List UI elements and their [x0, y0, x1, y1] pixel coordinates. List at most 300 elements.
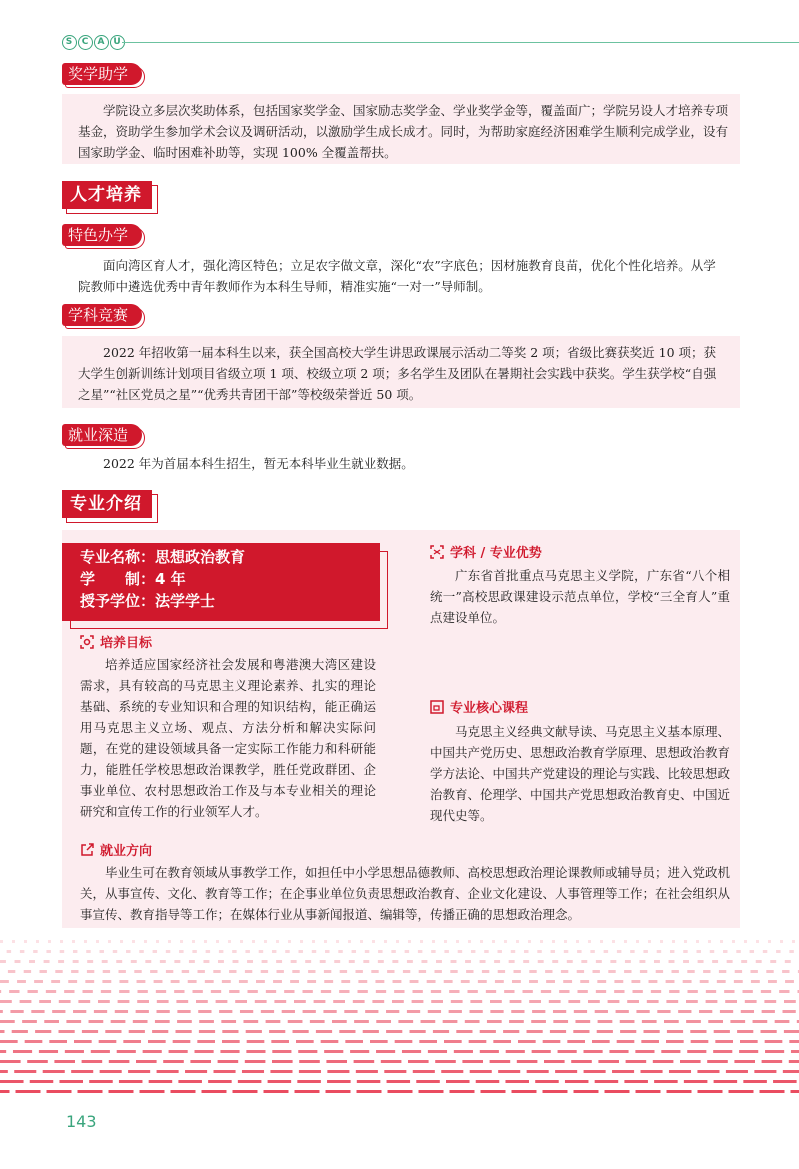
stripe-dash	[792, 940, 795, 943]
stripe-dash	[450, 970, 457, 973]
stripe-dash	[427, 980, 436, 983]
stripe-dash	[713, 1050, 732, 1053]
stripe-dash	[527, 1030, 543, 1033]
stripe-dash	[276, 940, 279, 943]
stripe-dash	[376, 1020, 391, 1023]
stripe-dash	[334, 960, 340, 963]
stripe-dash	[196, 1000, 208, 1003]
stripe-dash	[372, 1000, 384, 1003]
stripe-dash	[540, 940, 543, 943]
stripe-dash	[412, 1000, 424, 1003]
stripe-dash	[558, 1050, 577, 1053]
stripe-dash	[608, 1000, 620, 1003]
stripe-dash	[413, 990, 423, 993]
stripe-dash	[119, 980, 128, 983]
advantage-text: 广东省首批重点马克思主义学院，广东省“八个相统一”高校思政课建设示范点单位，学校“三全育人”重点建设单位。	[430, 568, 730, 625]
stripe-dash	[698, 960, 704, 963]
stripe-dash	[264, 940, 267, 943]
stripe-dash	[15, 960, 21, 963]
stripe-dash	[624, 940, 627, 943]
stripe-dash	[529, 980, 538, 983]
duration-value: 4 年	[155, 570, 186, 588]
stripe-dash	[714, 1080, 738, 1083]
stripe-dash	[595, 1080, 619, 1083]
stripe-dash	[282, 1010, 295, 1013]
stripe-dash	[480, 1030, 496, 1033]
stripe-dash	[55, 970, 62, 973]
stripe-dash	[324, 970, 331, 973]
major-section-title: 专业介绍	[62, 490, 152, 518]
stripe-dash	[660, 940, 663, 943]
stripe-dash	[10, 1010, 23, 1013]
stripe-dash	[597, 1030, 613, 1033]
stripe-dash	[552, 960, 558, 963]
logo-letter: S	[62, 35, 77, 50]
stripe-dash	[239, 980, 248, 983]
stripe-dash	[82, 1060, 103, 1063]
stripe-dash	[741, 960, 747, 963]
stripe-dash	[727, 960, 733, 963]
stripe-dash	[219, 950, 223, 953]
stripe-dash	[789, 1040, 799, 1043]
stripe-dash	[498, 1070, 520, 1073]
stripe-dash	[68, 980, 77, 983]
stripe-dash	[478, 980, 487, 983]
stripe-dash	[376, 990, 386, 993]
stripe-dash	[105, 1030, 121, 1033]
stripe-dash	[0, 1040, 18, 1043]
feature-text: 面向湾区育人才，强化湾区特色；立足农字做文章，深化“农”字底色；因材施教育良苗，优化个性化培养。从学院教师中遴选优秀中青年教师作为本科生导师，精准实施“一对一”导师制。	[78, 258, 716, 294]
stripe-dash	[735, 970, 742, 973]
stripe-dash	[770, 960, 776, 963]
stripe-dash	[443, 1020, 458, 1023]
stripe-dash	[784, 1030, 799, 1033]
stripe-dash	[664, 1020, 679, 1023]
stripe-dash	[686, 1000, 698, 1003]
stripe-dash	[715, 1040, 733, 1043]
stripe-dash	[419, 1090, 444, 1093]
stripe-dash	[750, 950, 754, 953]
stripe-dash	[157, 1070, 179, 1073]
stripe-dash	[109, 1060, 130, 1063]
stripe-dash	[765, 1050, 784, 1053]
stripe-dash	[353, 1000, 365, 1003]
stripe-dash	[561, 970, 568, 973]
stripe-dash	[102, 980, 111, 983]
stripe-dash	[756, 960, 762, 963]
stripe-dash	[744, 940, 747, 943]
stripe-dash	[636, 940, 639, 943]
stripe-dash	[633, 990, 643, 993]
stripe-dash	[285, 950, 289, 953]
stripe-dash	[688, 990, 698, 993]
stripe-dash	[532, 1050, 551, 1053]
stripe-dash	[740, 1040, 758, 1043]
stripe-dash	[352, 950, 356, 953]
stripe-dash	[588, 940, 591, 943]
stripe-dash	[303, 1010, 316, 1013]
stripe-dash	[532, 1010, 545, 1013]
stripe-dash	[449, 990, 459, 993]
stripe-dash	[12, 940, 15, 943]
stripe-dash	[8, 970, 15, 973]
stripe-dash	[150, 970, 157, 973]
stripe-dash	[204, 940, 207, 943]
stripe-dash	[580, 980, 589, 983]
stripe-dash	[29, 960, 35, 963]
major-name-label: 专业名称：	[80, 548, 156, 566]
stripe-dash	[614, 980, 623, 983]
stripe-dash	[544, 1060, 565, 1063]
stripe-dash	[484, 950, 488, 953]
advantage-heading-label: 学科 / 专业优势	[450, 546, 542, 561]
stripe-dash	[640, 970, 647, 973]
stripe-dash	[480, 940, 483, 943]
stripe-dash	[413, 1070, 435, 1073]
stripe-dash	[504, 990, 514, 993]
stripe-dash	[384, 940, 387, 943]
stripe-dash	[470, 1010, 483, 1013]
stripe-dash	[272, 950, 276, 953]
stripe-dash	[365, 950, 369, 953]
stripe-dash	[35, 1030, 51, 1033]
stripe-dash	[333, 1000, 345, 1003]
stripe-dash	[732, 940, 735, 943]
stripe-dash	[568, 1000, 580, 1003]
stripe-dash	[773, 1080, 797, 1083]
stripe-dash	[687, 970, 694, 973]
stripe-dash	[149, 1080, 173, 1083]
stripe-dash	[22, 1020, 37, 1023]
stripe-dash	[375, 980, 384, 983]
stripe-dash	[299, 950, 303, 953]
stripe-dash	[469, 1040, 487, 1043]
stripe-dash	[666, 1000, 678, 1003]
stripe-dash	[238, 1080, 262, 1083]
logo-letter: U	[110, 35, 125, 50]
stripe-dash	[680, 1060, 701, 1063]
stripe-dash	[661, 1050, 680, 1053]
stripe-dash	[117, 1050, 136, 1053]
stripe-dash	[465, 1020, 480, 1023]
stripe-dash	[271, 1040, 289, 1043]
stripe-dash	[356, 1070, 378, 1073]
stripe-dash	[89, 1020, 104, 1023]
stripe-dash	[74, 1040, 92, 1043]
stripe-dash	[523, 960, 529, 963]
book-icon	[430, 700, 444, 714]
stripe-dash	[518, 1040, 536, 1043]
stripe-dash	[153, 950, 157, 953]
stripe-dash	[65, 1050, 84, 1053]
stripe-dash	[356, 970, 363, 973]
stripe-dash	[504, 940, 507, 943]
stripe-dash	[761, 990, 771, 993]
stripe-dash	[726, 1070, 748, 1073]
stripe-dash	[233, 1090, 258, 1093]
stripe-dash	[435, 1060, 456, 1063]
stripe-dash	[129, 1030, 145, 1033]
stripe-dash	[745, 1000, 757, 1003]
stripe-dash	[100, 1070, 122, 1073]
stripe-dash	[7, 950, 11, 953]
stripe-dash	[229, 990, 239, 993]
stripe-dash	[324, 980, 333, 983]
stripe-dash	[553, 1020, 568, 1023]
stripe-dash	[498, 950, 502, 953]
career-text: 毕业生可在教育领域从事教学工作，如担任中小学思想品德教师、高校思想政治理论课教师或辅导员；进入党政机关，从事宣传、文化、教育等工作；在企事业单位负责思想政治教育、企业文化建设、人事管理等工作；在社会组织从事宣传、教育指导等工作；在媒体行业从事新闻报道、编辑等，传播正确的思想政治理念。	[80, 865, 731, 922]
stripe-dash	[616, 1010, 629, 1013]
stripe-dash	[577, 950, 581, 953]
stripe-dash	[138, 990, 148, 993]
stripe-dash	[683, 960, 689, 963]
stripe-dash	[378, 950, 382, 953]
stripe-dash	[433, 1030, 449, 1033]
stripe-dash	[527, 1070, 549, 1073]
stripe-dash	[391, 950, 395, 953]
stripe-dash	[789, 950, 793, 953]
stripe-dash	[421, 960, 427, 963]
stripe-dash	[620, 1030, 636, 1033]
stripe-dash	[176, 1030, 192, 1033]
stripe-dash	[324, 940, 327, 943]
stripe-dash	[476, 1080, 500, 1083]
stripe-dash	[641, 1040, 659, 1043]
stripe-dash	[52, 1010, 65, 1013]
stripe-dash	[451, 960, 457, 963]
stripe-dash	[345, 1040, 363, 1043]
stripe-dash	[216, 940, 219, 943]
stripe-dash	[0, 960, 6, 963]
target-icon	[80, 635, 94, 649]
stripe-dash	[218, 960, 224, 963]
stripe-dash	[608, 970, 615, 973]
stripe-dash	[642, 1020, 657, 1023]
stripe-dash	[783, 1070, 799, 1073]
stripe-dash	[273, 980, 282, 983]
stripe-dash	[299, 1070, 321, 1073]
stripe-dash	[641, 1070, 663, 1073]
courses-heading-label: 专业核心课程	[450, 701, 529, 716]
stripe-dash	[567, 960, 573, 963]
export-icon	[80, 843, 94, 857]
stripe-dash	[466, 970, 473, 973]
major-info-header	[62, 543, 380, 621]
stripe-dash	[295, 1090, 320, 1093]
stripe-dash	[575, 1020, 590, 1023]
stripe-dash	[290, 980, 299, 983]
stripe-dash	[246, 1050, 265, 1053]
stripe-dash	[211, 990, 221, 993]
stripe-dash	[620, 1020, 635, 1023]
stripe-dash	[717, 980, 726, 983]
logo-letter: C	[78, 35, 93, 50]
stripe-dash	[651, 990, 661, 993]
employment-tag: 就业深造	[62, 424, 142, 446]
stripe-dash	[468, 940, 471, 943]
stripe-dash	[635, 1050, 654, 1053]
stripe-dash	[480, 960, 486, 963]
stripe-dash	[578, 990, 588, 993]
stripe-dash	[321, 990, 331, 993]
stripe-dash	[697, 1070, 719, 1073]
stripe-dash	[470, 1000, 482, 1003]
stripe-dash	[407, 1010, 420, 1013]
competition-tag: 学科竞赛	[62, 304, 142, 326]
stripe-dash	[495, 980, 504, 983]
stripe-dash	[723, 950, 727, 953]
stripe-dash	[636, 1090, 661, 1093]
stripe-dash	[305, 960, 311, 963]
stripe-dash	[363, 1030, 379, 1033]
stripe-dash	[178, 1080, 202, 1083]
stripe-dash	[408, 1060, 429, 1063]
stripe-dash	[156, 990, 166, 993]
stripe-dash	[0, 1090, 10, 1093]
stripe-dash	[216, 1000, 228, 1003]
stripe-dash	[766, 970, 773, 973]
stripe-dash	[44, 960, 50, 963]
stripe-dash	[83, 990, 93, 993]
logo-letter: A	[94, 35, 109, 50]
stripe-dash	[394, 990, 404, 993]
stripe-dash	[248, 990, 258, 993]
stripe-dash	[612, 940, 615, 943]
stripe-dash	[12, 1030, 28, 1033]
stripe-dash	[387, 970, 394, 973]
stripe-dash	[136, 1010, 149, 1013]
stripe-dash	[697, 950, 701, 953]
stripe-dash	[714, 1030, 730, 1033]
stripe-dash	[736, 950, 740, 953]
stripe-dash	[654, 960, 660, 963]
stripe-dash	[398, 1020, 413, 1023]
stripe-dash	[156, 940, 159, 943]
stripe-dash	[0, 1050, 6, 1053]
scholarship-text: 学院设立多层次奖助体系，包括国家奖学金、国家励志奖学金、学业奖学金等，覆盖面广；学院另设人才培养专项基金，资助学生参加学术会议及调研活动，以激励学生成长成才。同时，为帮助家庭经济困难学生顺利完成学业，设有国家助学金、临时困难补助等，实现 100% 全覆盖帮扶。	[62, 94, 740, 164]
stripe-dash	[494, 960, 500, 963]
stripe-dash	[270, 1070, 292, 1073]
stripe-dash	[541, 990, 551, 993]
stripe-dash	[363, 960, 369, 963]
stripe-dash	[100, 950, 104, 953]
stripe-dash	[392, 1000, 404, 1003]
stripe-dash	[669, 1070, 691, 1073]
stripe-dash	[268, 1080, 292, 1083]
goal-text: 培养适应国家经济社会发展和粤港澳大湾区建设需求，具有较高的马克思主义理论素养、扎实的理论基础、系统的专业知识和合理的知识结构，能正确运用马克思主义立场、观点、方法分析和解决实际问题，在党的建设领域具备一定实际工作能力和科研能力，能胜任学校思想政治课教学，胜任党政群团、企事业单位、农村思想政治工作及与本专业相关的理论研究和宣传工作的行业领军人才。	[80, 657, 376, 819]
stripe-dash	[624, 970, 631, 973]
header-divider	[122, 42, 799, 43]
stripe-dash	[89, 1080, 113, 1083]
stripe-dash	[16, 1090, 41, 1093]
stripe-dash	[431, 950, 435, 953]
stripe-dash	[403, 970, 410, 973]
stripe-dash	[358, 980, 367, 983]
stripe-dash	[765, 1040, 783, 1043]
stripe-dash	[126, 950, 130, 953]
stripe-dash	[358, 990, 368, 993]
stripe-dash	[36, 940, 39, 943]
stripe-dash	[703, 970, 710, 973]
stripe-dash	[145, 960, 151, 963]
stripe-dash	[739, 1050, 758, 1053]
stripe-dash	[490, 1000, 502, 1003]
stripe-dash	[20, 950, 24, 953]
stripe-dash	[155, 1020, 170, 1023]
stripe-dash	[581, 960, 587, 963]
stripe-dash	[205, 980, 214, 983]
stripe-dash	[163, 1060, 184, 1063]
stripe-dash	[371, 970, 378, 973]
stripe-dash	[393, 980, 402, 983]
stripe-dash	[119, 970, 126, 973]
stripe-dash	[298, 1050, 317, 1053]
stripe-dash	[288, 940, 291, 943]
stripe-dash	[370, 1040, 388, 1043]
stripe-dash	[85, 980, 94, 983]
stripe-dash	[667, 1090, 692, 1093]
stripe-dash	[644, 1030, 660, 1033]
stripe-dash	[340, 970, 347, 973]
stripe-dash	[59, 1030, 75, 1033]
stripe-dash	[528, 940, 531, 943]
stripe-dash	[710, 950, 714, 953]
stripe-dash	[218, 1060, 239, 1063]
stripe-dash	[111, 1020, 126, 1023]
stripe-dash	[444, 940, 447, 943]
stripe-dash	[327, 1080, 351, 1083]
stripe-dash	[791, 1050, 799, 1053]
stripe-dash	[559, 990, 569, 993]
stripe-dash	[538, 960, 544, 963]
stripe-dash	[137, 1000, 149, 1003]
stripe-dash	[192, 940, 195, 943]
stripe-dash	[567, 1040, 585, 1043]
stripe-dash	[140, 1090, 165, 1093]
stripe-dash	[44, 1020, 59, 1023]
stripe-dash	[266, 1020, 281, 1023]
stripe-dash	[683, 950, 687, 953]
stripe-dash	[712, 960, 718, 963]
stripe-dash	[418, 950, 422, 953]
stripe-dash	[274, 1000, 286, 1003]
stripe-dash	[14, 1070, 36, 1073]
stripe-dash	[529, 970, 536, 973]
stripe-dash	[348, 940, 351, 943]
stripe-dash	[171, 1090, 196, 1093]
stripe-dash	[630, 950, 634, 953]
stripe-dash	[480, 1050, 499, 1053]
stripe-dash	[177, 1020, 192, 1023]
stripe-dash	[324, 1050, 343, 1053]
stripe-dash	[627, 1000, 639, 1003]
stripe-dash	[734, 980, 743, 983]
stripe-dash	[46, 990, 56, 993]
stripe-dash	[259, 950, 263, 953]
stripe-dash	[649, 980, 658, 983]
stripe-dash	[109, 1090, 134, 1093]
stripe-dash	[729, 1090, 754, 1093]
stripe-dash	[410, 1030, 426, 1033]
stripe-dash	[64, 990, 74, 993]
stripe-dash	[43, 1070, 65, 1073]
stripe-dash	[82, 1030, 98, 1033]
stripe-dash	[597, 980, 606, 983]
stripe-dash	[344, 1010, 357, 1013]
stripe-dash	[326, 1060, 347, 1063]
stripe-dash	[743, 990, 753, 993]
stripe-dash	[441, 1070, 463, 1073]
